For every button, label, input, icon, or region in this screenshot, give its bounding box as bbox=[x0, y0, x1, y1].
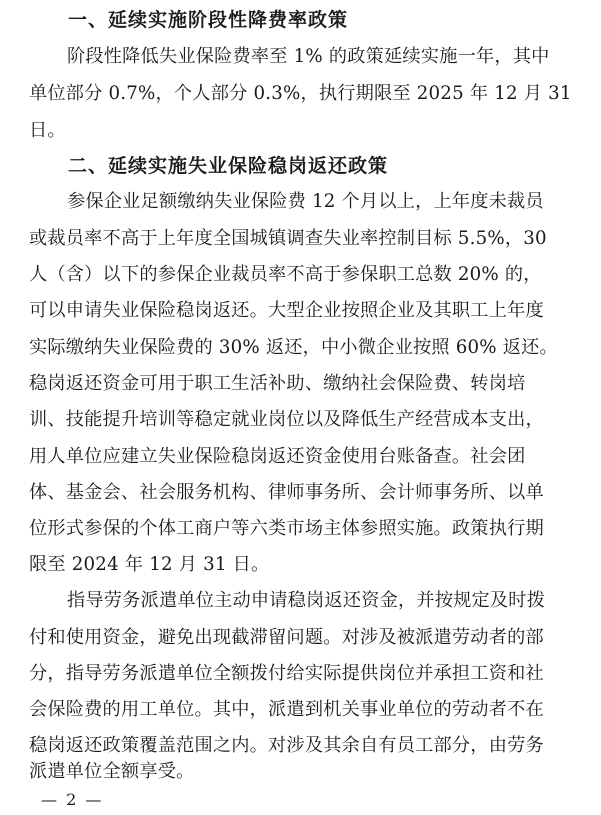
section1-heading: 一、延续实施阶段性降费率政策 bbox=[68, 9, 349, 31]
section2-para2-line-4: 会保险费的用工单位。其中，派遣到机关事业单位的劳动者不在 bbox=[29, 699, 544, 720]
section1-line-1: 阶段性降低失业保险费率至 1% 的政策延续实施一年，其中 bbox=[67, 46, 550, 67]
section2-para2-line-2: 付和使用资金，避免出现截滞留问题。对涉及被派遣劳动者的部 bbox=[29, 627, 544, 648]
section2-para1-line-9: 体、基金会、社会服务机构、律师事务所、会计师事务所、以单 bbox=[29, 482, 544, 503]
section2-para1-line-4: 可以申请失业保险稳岗返还。大型企业按照企业及其职工上年度 bbox=[29, 300, 544, 321]
section2-para1-line-10: 位形式参保的个体工商户等六类市场主体参照实施。政策执行期 bbox=[29, 518, 544, 539]
section2-para1-line-11: 限至 2024 年 12 月 31 日。 bbox=[29, 554, 270, 575]
section2-para2-line-6: 派遣单位全额享受。 bbox=[29, 761, 195, 782]
section2-heading: 二、延续实施失业保险稳岗返还政策 bbox=[68, 155, 389, 177]
section2-para1-line-3: 人（含）以下的参保企业裁员率不高于参保职工总数 20% 的， bbox=[29, 264, 542, 285]
page-number: — 2 — bbox=[41, 790, 104, 809]
section2-para1-line-2: 或裁员率不高于上年度全国城镇调查失业率控制目标 5.5%，30 bbox=[29, 228, 547, 249]
section2-para1-line-6: 稳岗返还资金可用于职工生活补助、缴纳社会保险费、转岗培 bbox=[29, 373, 526, 394]
section2-para1-line-8: 用人单位应建立失业保险稳岗返还资金使用台账备查。社会团 bbox=[29, 446, 526, 467]
section2-para1-line-7: 训、技能提升培训等稳定就业岗位以及降低生产经营成本支出， bbox=[29, 409, 544, 430]
section2-para1-line-1: 参保企业足额缴纳失业保险费 12 个月以上，上年度未裁员 bbox=[67, 191, 544, 212]
section1-line-2: 单位部分 0.7%，个人部分 0.3%，执行期限至 2025 年 12 月 31 bbox=[29, 83, 572, 104]
section2-para2-line-3: 分，指导劳务派遣单位全额拨付给实际提供岗位并承担工资和社 bbox=[29, 663, 544, 684]
section1-line-3: 日。 bbox=[29, 120, 66, 141]
section2-para2-line-5: 稳岗返还政策覆盖范围之内。对涉及其余自有员工部分，由劳务 bbox=[29, 735, 544, 756]
section2-para1-line-5: 实际缴纳失业保险费的 30% 返还，中小微企业按照 60% 返还。 bbox=[29, 337, 558, 358]
section2-para2-line-1: 指导劳务派遣单位主动申请稳岗返还资金，并按规定及时拨 bbox=[67, 590, 546, 611]
